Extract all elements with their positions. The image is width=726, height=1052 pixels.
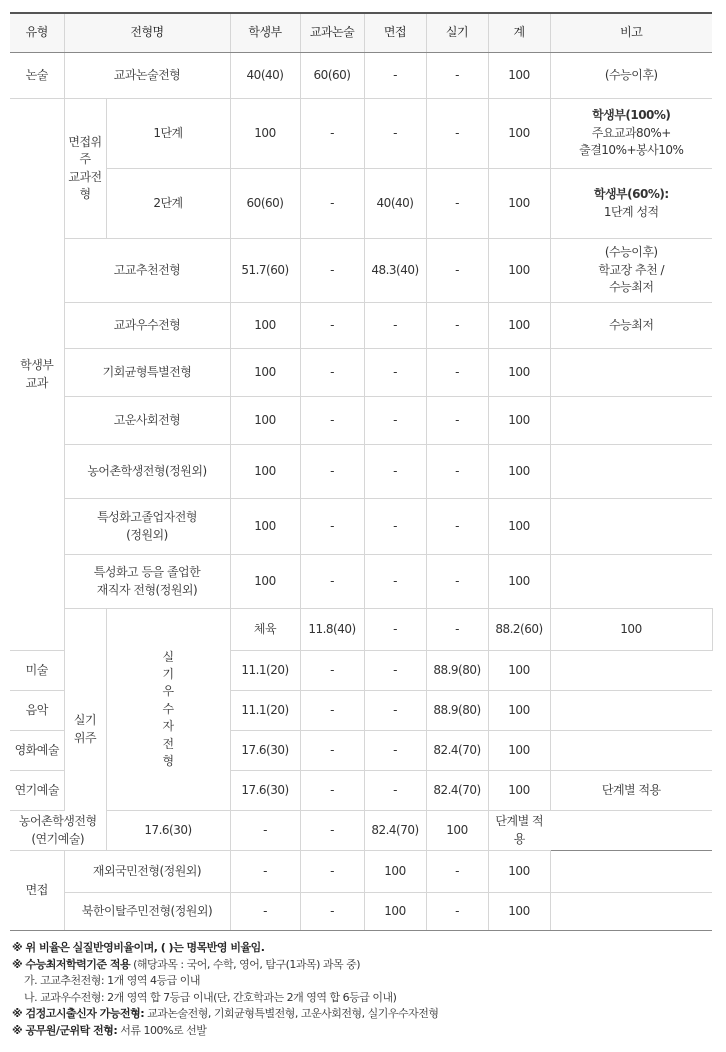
interview-cell: - bbox=[364, 555, 426, 609]
practical-cell: 82.4(70) bbox=[426, 731, 488, 771]
practical-cell: 88.2(60) bbox=[488, 609, 550, 651]
name-cell: 농어촌학생전형(정원외) bbox=[64, 445, 230, 499]
essay-cell: - bbox=[300, 239, 364, 303]
total-cell: 100 bbox=[488, 397, 550, 445]
name-cell: 면접위주 교과전형 bbox=[64, 99, 106, 239]
essay-cell: - bbox=[300, 731, 364, 771]
note-cell bbox=[550, 893, 712, 931]
total-cell: 100 bbox=[488, 53, 550, 99]
interview-cell: - bbox=[364, 53, 426, 99]
practical-cell: - bbox=[426, 239, 488, 303]
type-cell: 논술 bbox=[10, 53, 64, 99]
table-row bbox=[10, 555, 712, 609]
note-cell bbox=[550, 651, 712, 691]
hs-cell: - bbox=[230, 851, 300, 893]
interview-cell: - bbox=[364, 397, 426, 445]
hs-cell: 100 bbox=[230, 99, 300, 169]
total-cell: 100 bbox=[488, 445, 550, 499]
hs-cell: 17.6(30) bbox=[230, 731, 300, 771]
hs-cell: 40(40) bbox=[230, 53, 300, 99]
total-cell: 100 bbox=[488, 555, 550, 609]
footnote-ratio-text: ※ 위 비율은 실질반영비율이며, ( )는 명목반영 비율임. bbox=[12, 941, 265, 954]
footnote-ged-title: ※ 검정고시출신자 가능전형: bbox=[12, 1007, 145, 1020]
name-cell: 특성화고졸업자전형 (정원외) bbox=[64, 499, 230, 555]
table-row bbox=[10, 169, 712, 239]
interview-cell: 48.3(40) bbox=[364, 239, 426, 303]
hs-cell: 100 bbox=[230, 499, 300, 555]
name-cell: 교과우수전형 bbox=[64, 303, 230, 349]
name-cell: 연기예술 bbox=[10, 771, 64, 811]
hs-cell: 100 bbox=[230, 445, 300, 499]
table-row bbox=[10, 53, 712, 99]
interview-cell: - bbox=[300, 811, 364, 851]
interview-cell: 40(40) bbox=[364, 169, 426, 239]
name-cell: 특성화고 등을 졸업한 재직자 전형(정원외) bbox=[64, 555, 230, 609]
total-cell: 100 bbox=[488, 99, 550, 169]
total-cell: 100 bbox=[488, 771, 550, 811]
type-cell: 실기 위주 bbox=[64, 609, 106, 851]
note-cell bbox=[550, 851, 712, 893]
stage-cell: 1단계 bbox=[106, 99, 230, 169]
practical-cell: - bbox=[426, 349, 488, 397]
hs-cell: 100 bbox=[230, 397, 300, 445]
total-cell: 100 bbox=[426, 811, 488, 851]
interview-cell: - bbox=[364, 731, 426, 771]
name-cell: 북한이탈주민전형(정원외) bbox=[64, 893, 230, 931]
note-text: 주요교과80%+ 출결10%+봉사10% bbox=[579, 125, 684, 158]
footnote-csat-excellent: 나. 교과우수전형: 2개 영역 합 7등급 이내(단, 간호학과는 2개 영역 합 6등급 이내) bbox=[24, 990, 397, 1004]
total-cell: 100 bbox=[488, 169, 550, 239]
total-cell: 100 bbox=[488, 303, 550, 349]
interview-cell: - bbox=[426, 609, 488, 651]
header-total: 계 bbox=[488, 13, 550, 53]
footnote-csat-title: ※ 수능최저학력기준 적용 bbox=[12, 957, 131, 971]
practical-cell: - bbox=[426, 555, 488, 609]
header-hs: 학생부 bbox=[230, 13, 300, 53]
admission-ratio-table bbox=[10, 12, 712, 931]
header-note: 비고 bbox=[550, 13, 712, 53]
note-cell bbox=[550, 445, 712, 499]
table-bottom-rule bbox=[10, 930, 712, 931]
name-cell: 영화예술 bbox=[10, 731, 64, 771]
essay-cell: - bbox=[364, 609, 426, 651]
essay-cell: - bbox=[300, 691, 364, 731]
table-row bbox=[10, 445, 712, 499]
interview-cell: - bbox=[364, 303, 426, 349]
interview-cell: - bbox=[364, 99, 426, 169]
hs-cell: 11.1(20) bbox=[230, 691, 300, 731]
note-cell bbox=[550, 555, 712, 609]
hs-cell: - bbox=[230, 893, 300, 931]
essay-cell: - bbox=[300, 771, 364, 811]
header-interview: 면접 bbox=[364, 13, 426, 53]
note-cell bbox=[550, 691, 712, 731]
interview-cell: - bbox=[364, 445, 426, 499]
total-cell: 100 bbox=[488, 651, 550, 691]
practical-cell: 88.9(80) bbox=[426, 651, 488, 691]
name-cell: 미술 bbox=[10, 651, 64, 691]
header-essay: 교과논술 bbox=[300, 13, 364, 53]
essay-cell: - bbox=[300, 555, 364, 609]
footnote-ratio bbox=[12, 940, 712, 957]
total-cell: 100 bbox=[488, 691, 550, 731]
essay-cell: - bbox=[300, 169, 364, 239]
type-cell: 면접 bbox=[10, 851, 64, 931]
essay-cell: - bbox=[300, 851, 364, 893]
table-row bbox=[10, 303, 712, 349]
table-row bbox=[10, 397, 712, 445]
note-bold: 학생부(100%) bbox=[592, 108, 671, 123]
essay-cell: - bbox=[230, 811, 300, 851]
interview-cell: - bbox=[364, 651, 426, 691]
total-cell: 100 bbox=[550, 609, 712, 651]
header-name: 전형명 bbox=[64, 13, 230, 53]
type-cell: 학생부 교과 bbox=[10, 99, 64, 651]
note-cell bbox=[550, 397, 712, 445]
note-cell: (수능이후) bbox=[550, 53, 712, 99]
footnote-civil bbox=[12, 1023, 712, 1040]
total-cell: 100 bbox=[488, 893, 550, 931]
note-cell bbox=[550, 499, 712, 555]
interview-cell: - bbox=[364, 349, 426, 397]
table-row bbox=[10, 893, 712, 931]
table-row bbox=[10, 811, 712, 851]
practical-cell: - bbox=[426, 53, 488, 99]
total-cell: 100 bbox=[488, 239, 550, 303]
hs-cell: 100 bbox=[230, 349, 300, 397]
hs-cell: 51.7(60) bbox=[230, 239, 300, 303]
hs-cell: 17.6(30) bbox=[106, 811, 230, 851]
name-cell: 교과논술전형 bbox=[64, 53, 230, 99]
hs-cell: 11.1(20) bbox=[230, 651, 300, 691]
essay-cell: - bbox=[300, 349, 364, 397]
footnote-civil-title: ※ 공무원/군위탁 전형: bbox=[12, 1023, 118, 1037]
table-row bbox=[10, 99, 712, 169]
name-cell: 농어촌학생전형(연기예술) bbox=[10, 811, 106, 851]
essay-cell: - bbox=[300, 893, 364, 931]
interview-cell: - bbox=[364, 691, 426, 731]
table-row bbox=[10, 499, 712, 555]
note-cell bbox=[550, 731, 712, 771]
name-cell: 재외국민전형(정원외) bbox=[64, 851, 230, 893]
essay-cell: - bbox=[300, 397, 364, 445]
footnote-csat-principal: 가. 고교추천전형: 1개 영역 4등급 이내 bbox=[24, 974, 200, 987]
hs-cell: 100 bbox=[230, 303, 300, 349]
total-cell: 100 bbox=[488, 349, 550, 397]
footnote-ged bbox=[12, 1006, 712, 1023]
subgroup-cell: 실 기 우 수 자 전 형 bbox=[106, 609, 230, 811]
stage-cell: 2단계 bbox=[106, 169, 230, 239]
essay-cell: - bbox=[300, 303, 364, 349]
hs-cell: 17.6(30) bbox=[230, 771, 300, 811]
practical-cell: - bbox=[426, 99, 488, 169]
footnotes bbox=[12, 940, 712, 1039]
practical-cell: - bbox=[426, 397, 488, 445]
essay-cell: - bbox=[300, 651, 364, 691]
table-row bbox=[10, 239, 712, 303]
name-cell: 고운사회전형 bbox=[64, 397, 230, 445]
note-cell: 수능최저 bbox=[550, 303, 712, 349]
note-cell bbox=[550, 99, 712, 169]
footnote-civil-text: 서류 100%로 선발 bbox=[117, 1023, 207, 1037]
practical-cell: - bbox=[426, 445, 488, 499]
note-bold: 학생부(60%): bbox=[593, 187, 669, 202]
interview-cell: - bbox=[364, 771, 426, 811]
practical-cell: - bbox=[426, 169, 488, 239]
note-cell bbox=[550, 349, 712, 397]
table-row bbox=[10, 851, 712, 893]
footnote-ged-list: 교과논술전형, 기회균형특별전형, 고운사회전형, 실기우수자전형 bbox=[144, 1007, 439, 1020]
name-cell: 고교추천전형 bbox=[64, 239, 230, 303]
total-cell: 100 bbox=[488, 499, 550, 555]
table-row bbox=[10, 609, 712, 651]
essay-cell: - bbox=[300, 99, 364, 169]
name-cell: 체육 bbox=[230, 609, 300, 651]
footnote-csat-subjects: (해당과목 : 국어, 수학, 영어, 탐구(1과목) 과목 중) bbox=[130, 957, 361, 971]
practical-cell: 82.4(70) bbox=[364, 811, 426, 851]
footnote-csat-min bbox=[12, 957, 712, 974]
practical-cell: - bbox=[426, 499, 488, 555]
hs-cell: 100 bbox=[230, 555, 300, 609]
note-cell: 단계별 적용 bbox=[488, 811, 550, 851]
name-cell: 기회균형특별전형 bbox=[64, 349, 230, 397]
practical-cell: - bbox=[426, 893, 488, 931]
note-cell: 단계별 적용 bbox=[550, 771, 712, 811]
total-cell: 100 bbox=[488, 851, 550, 893]
practical-cell: - bbox=[426, 303, 488, 349]
essay-cell: 60(60) bbox=[300, 53, 364, 99]
note-cell bbox=[550, 169, 712, 239]
practical-cell: - bbox=[426, 851, 488, 893]
note-cell: (수능이후) 학교장 추천 / 수능최저 bbox=[550, 239, 712, 303]
essay-cell: - bbox=[300, 445, 364, 499]
hs-cell: 60(60) bbox=[230, 169, 300, 239]
interview-cell: 100 bbox=[364, 851, 426, 893]
name-cell: 음악 bbox=[10, 691, 64, 731]
header-type: 유형 bbox=[10, 13, 64, 53]
note-text: 1단계 성적 bbox=[603, 204, 659, 219]
hs-cell: 11.8(40) bbox=[300, 609, 364, 651]
practical-cell: 82.4(70) bbox=[426, 771, 488, 811]
header-practical: 실기 bbox=[426, 13, 488, 53]
table-row bbox=[10, 349, 712, 397]
interview-cell: 100 bbox=[364, 893, 426, 931]
practical-cell: 88.9(80) bbox=[426, 691, 488, 731]
essay-cell: - bbox=[300, 499, 364, 555]
interview-cell: - bbox=[364, 499, 426, 555]
total-cell: 100 bbox=[488, 731, 550, 771]
